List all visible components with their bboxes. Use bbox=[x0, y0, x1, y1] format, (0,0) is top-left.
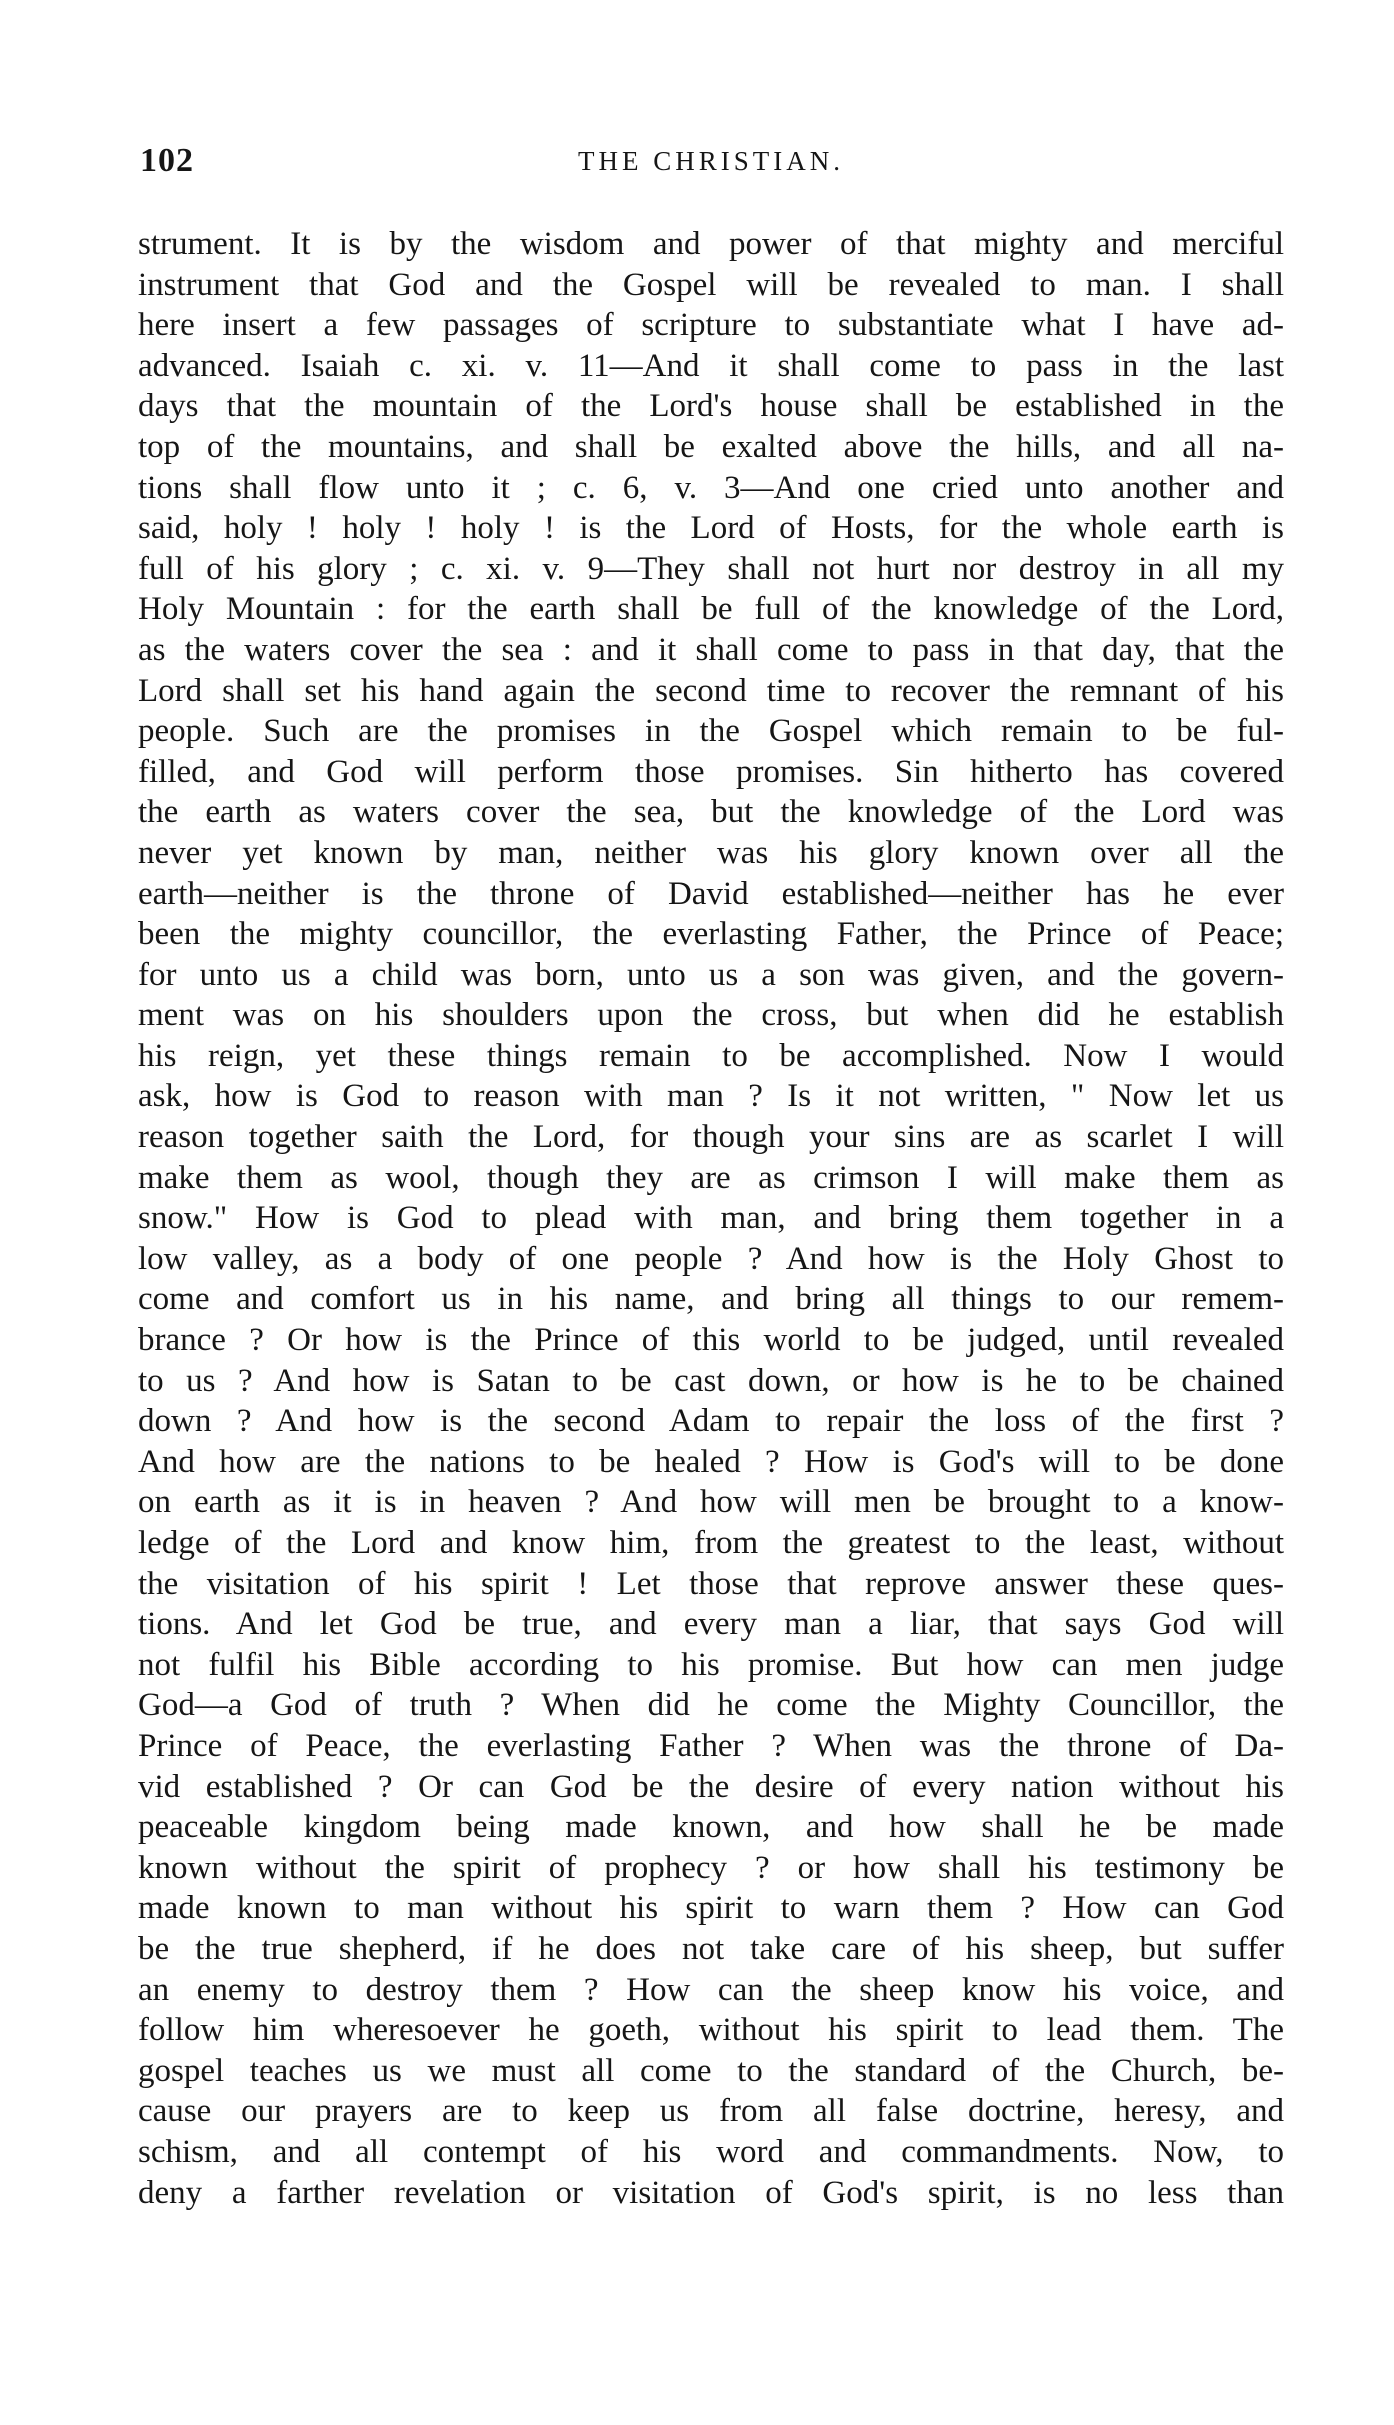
text-line: schism, and all contempt of his word and commandments. Now, to bbox=[138, 2133, 1284, 2170]
text-line: here insert a few passages of scripture to substantiate what I have ad- bbox=[138, 307, 1284, 344]
text-line: said, holy ! holy ! holy ! is the Lord of Hosts, for the whole earth is bbox=[138, 510, 1284, 547]
body-text bbox=[138, 224, 1284, 2213]
text-line: made known to man without his spirit to warn them ? How can God bbox=[138, 1890, 1284, 1927]
text-line: an enemy to destroy them ? How can the sheep know his voice, and bbox=[138, 1971, 1284, 2008]
text-line: be the true shepherd, if he does not take care of his sheep, but suffer bbox=[138, 1930, 1284, 1967]
text-line: his reign, yet these things remain to be accomplished. Now I would bbox=[138, 1037, 1284, 1074]
text-line: brance ? Or how is the Prince of this world to be judged, until revealed bbox=[138, 1322, 1284, 1359]
text-line: follow him wheresoever he goeth, without his spirit to lead them. The bbox=[138, 2012, 1284, 2049]
text-line: And how are the nations to be healed ? How is God's will to be done bbox=[138, 1443, 1284, 1480]
text-line: snow." How is God to plead with man, and bring them together in a bbox=[138, 1200, 1284, 1237]
text-line: ment was on his shoulders upon the cross, but when did he establish bbox=[138, 997, 1284, 1034]
text-line: top of the mountains, and shall be exalted above the hills, and all na- bbox=[138, 428, 1284, 465]
text-line: Lord shall set his hand again the second time to recover the remnant of his bbox=[138, 672, 1284, 709]
text-line: tions shall flow unto it ; c. 6, v. 3—And one cried unto another and bbox=[138, 469, 1284, 506]
text-line: gospel teaches us we must all come to the standard of the Church, be- bbox=[138, 2052, 1284, 2089]
text-line: earth—neither is the throne of David established—neither has he ever bbox=[138, 875, 1284, 912]
text-line: Holy Mountain : for the earth shall be full of the knowledge of the Lord, bbox=[138, 591, 1284, 628]
text-line: never yet known by man, neither was his glory known over all the bbox=[138, 834, 1284, 871]
page-number: 102 bbox=[140, 142, 194, 179]
page-header bbox=[140, 142, 1282, 192]
text-line: instrument that God and the Gospel will be revealed to man. I shall bbox=[138, 266, 1284, 303]
text-line: advanced. Isaiah c. xi. v. 11—And it shall come to pass in the last bbox=[138, 347, 1284, 384]
text-line: the earth as waters cover the sea, but the knowledge of the Lord was bbox=[138, 794, 1284, 831]
text-line: filled, and God will perform those promises. Sin hitherto has covered bbox=[138, 753, 1284, 790]
text-line: as the waters cover the sea : and it shall come to pass in that day, that the bbox=[138, 631, 1284, 668]
text-line: make them as wool, though they are as crimson I will make them as bbox=[138, 1159, 1284, 1196]
text-line: been the mighty councillor, the everlasting Father, the Prince of Peace; bbox=[138, 916, 1284, 953]
text-line: known without the spirit of prophecy ? or how shall his testimony be bbox=[138, 1849, 1284, 1886]
text-line: full of his glory ; c. xi. v. 9—They shall not hurt nor destroy in all my bbox=[138, 550, 1284, 587]
text-line: peaceable kingdom being made known, and how shall he be made bbox=[138, 1809, 1284, 1846]
text-line: Prince of Peace, the everlasting Father ? When was the throne of Da- bbox=[138, 1727, 1284, 1764]
text-line: strument. It is by the wisdom and power of that mighty and merciful bbox=[138, 226, 1284, 262]
text-line: vid established ? Or can God be the desire of every nation without his bbox=[138, 1768, 1284, 1805]
text-line: ask, how is God to reason with man ? Is it not written, " Now let us bbox=[138, 1078, 1284, 1115]
running-head: THE CHRISTIAN. bbox=[578, 146, 844, 176]
text-line: not fulfil his Bible according to his promise. But how can men judge bbox=[138, 1646, 1284, 1683]
text-line: come and comfort us in his name, and bring all things to our remem- bbox=[138, 1281, 1284, 1318]
text-line: deny a farther revelation or visitation of God's spirit, is no less than bbox=[138, 2174, 1284, 2211]
text-line: days that the mountain of the Lord's house shall be established in the bbox=[138, 388, 1284, 425]
text-line: to us ? And how is Satan to be cast down, or how is he to be chained bbox=[138, 1362, 1284, 1399]
text-line: cause our prayers are to keep us from all false doctrine, heresy, and bbox=[138, 2093, 1284, 2130]
text-line: down ? And how is the second Adam to repair the loss of the first ? bbox=[138, 1403, 1284, 1440]
text-line: ledge of the Lord and know him, from the greatest to the least, without bbox=[138, 1525, 1284, 1561]
text-line: people. Such are the promises in the Gospel which remain to be ful- bbox=[138, 713, 1284, 750]
text-line: God—a God of truth ? When did he come the Mighty Councillor, the bbox=[138, 1687, 1284, 1724]
text-line: the visitation of his spirit ! Let those that reprove answer these ques- bbox=[138, 1565, 1284, 1602]
text-line: for unto us a child was born, unto us a son was given, and the govern- bbox=[138, 956, 1284, 993]
text-line: on earth as it is in heaven ? And how will men be brought to a know- bbox=[138, 1484, 1284, 1521]
text-line: tions. And let God be true, and every man a liar, that says God will bbox=[138, 1606, 1284, 1643]
text-line: low valley, as a body of one people ? And how is the Holy Ghost to bbox=[138, 1240, 1284, 1277]
text-line: reason together saith the Lord, for though your sins are as scarlet I will bbox=[138, 1119, 1284, 1156]
